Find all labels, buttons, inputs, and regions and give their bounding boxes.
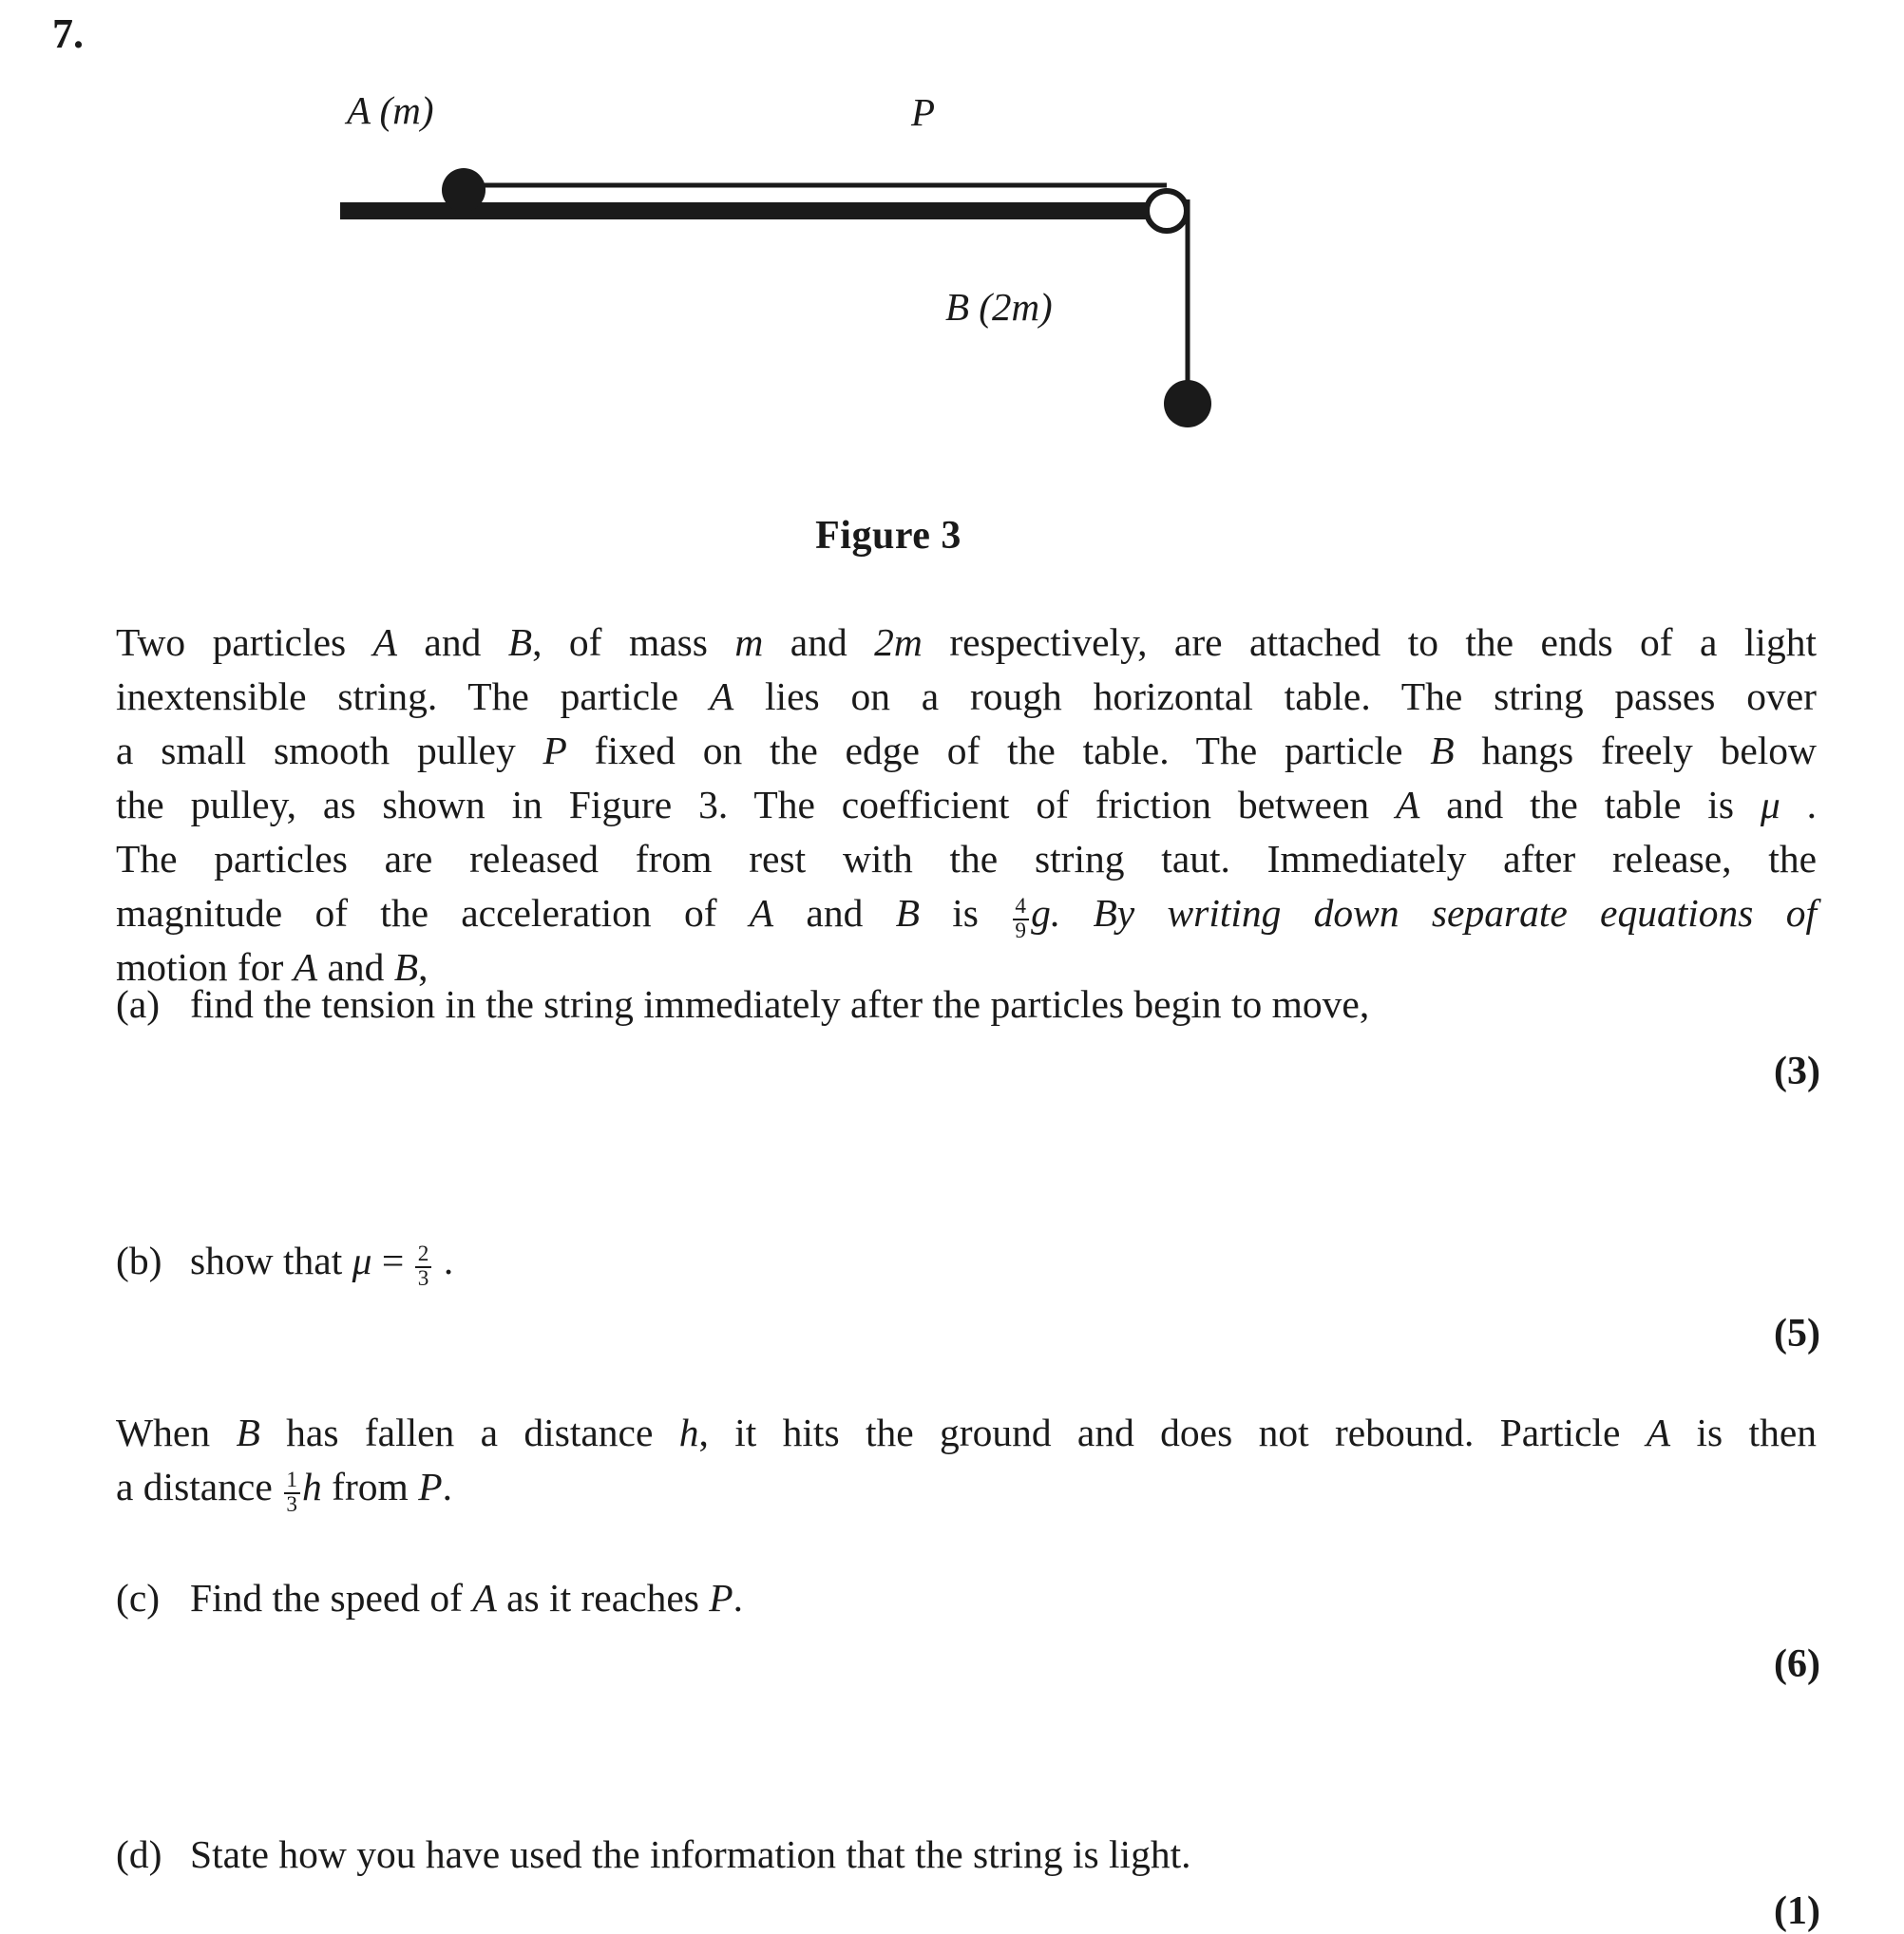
part-b-text bbox=[190, 1235, 1817, 1291]
part-d-marks: (1) bbox=[1774, 1889, 1820, 1933]
var-a: A bbox=[1396, 783, 1420, 826]
part-a-marks: (3) bbox=[1774, 1050, 1820, 1093]
mid-text: a distance bbox=[116, 1465, 283, 1508]
stem-text: magnitude of the acceleration of bbox=[116, 891, 750, 935]
stem-text: hangs freely below bbox=[1454, 729, 1817, 772]
stem-text: , bbox=[418, 945, 428, 990]
part-b bbox=[116, 1235, 1817, 1291]
mid-text: . bbox=[442, 1465, 452, 1508]
var-mu: μ bbox=[352, 1239, 372, 1282]
part-a-tag: (a) bbox=[116, 982, 161, 1026]
stem-text: and the table is bbox=[1419, 783, 1761, 826]
part-c-label: Find the speed of bbox=[190, 1576, 473, 1620]
mid-text: is then bbox=[1670, 1411, 1817, 1454]
var-a: A bbox=[749, 891, 774, 935]
part-b-label: show that bbox=[190, 1239, 352, 1282]
stem-text: lies on a rough horizontal table. The string passes over bbox=[733, 674, 1817, 718]
var-g-text: g. By writing down separate equations of bbox=[1031, 891, 1817, 935]
part-c-marks: (6) bbox=[1774, 1642, 1820, 1686]
var-b: B bbox=[1430, 729, 1455, 772]
stem-text: . bbox=[1780, 783, 1817, 826]
stem-text: the pulley, as shown in Figure 3. The coefficient of friction between bbox=[116, 783, 1397, 826]
stem-text: motion for bbox=[116, 945, 294, 990]
stem-text: is bbox=[919, 891, 1012, 935]
stem-line-3 bbox=[116, 724, 1817, 778]
stem-text: a small smooth pulley bbox=[116, 729, 543, 772]
part-a bbox=[116, 978, 1817, 1031]
stem-line-5 bbox=[116, 832, 1817, 886]
var-p: P bbox=[418, 1465, 443, 1508]
equals-sign: = bbox=[371, 1239, 414, 1282]
part-b-marks: (5) bbox=[1774, 1312, 1820, 1356]
stem-text: and bbox=[763, 620, 875, 664]
var-m: m bbox=[734, 620, 764, 664]
question-number: 7. bbox=[52, 10, 84, 57]
fraction-numerator: 1 bbox=[286, 1467, 297, 1492]
var-h: h bbox=[302, 1465, 322, 1508]
stem-line-1 bbox=[116, 616, 1817, 670]
stem-text: fixed on the edge of the table. The particle bbox=[566, 729, 1431, 772]
stem-text: respectively, are attached to the ends of a light bbox=[922, 620, 1817, 664]
part-c bbox=[116, 1572, 1817, 1624]
middle-line-2 bbox=[116, 1460, 1817, 1517]
part-d-text: State how you have used the information that the string is light. bbox=[190, 1832, 1191, 1876]
figure-caption: Figure 3 bbox=[815, 514, 962, 558]
var-b: B bbox=[236, 1411, 260, 1454]
particle-b-dot bbox=[1164, 380, 1211, 427]
var-a: A bbox=[372, 620, 397, 664]
part-a-text: find the tension in the string immediately after the particles begin to move, bbox=[190, 982, 1370, 1026]
part-c-tag: (c) bbox=[116, 1576, 161, 1620]
fraction-denominator: 3 bbox=[415, 1266, 431, 1291]
var-b: B bbox=[393, 945, 419, 990]
stem-text: , of mass bbox=[532, 620, 735, 664]
fraction-numerator: 2 bbox=[417, 1241, 429, 1266]
stem-text: and bbox=[317, 945, 394, 990]
var-b: B bbox=[507, 620, 533, 664]
fraction-denominator: 9 bbox=[1013, 919, 1029, 943]
particle-a-dot bbox=[442, 168, 486, 212]
figure-svg bbox=[0, 66, 1904, 465]
var-b: B bbox=[895, 891, 920, 935]
stem-text: The particles are released from rest with the string taut. Immediately after release, the bbox=[116, 837, 1817, 881]
part-d bbox=[116, 1829, 1817, 1881]
fraction-denominator: 3 bbox=[284, 1492, 300, 1517]
var-a: A bbox=[1646, 1411, 1671, 1454]
part-c-period: . bbox=[733, 1576, 743, 1620]
var-mu: μ bbox=[1760, 783, 1780, 826]
figure-label-particle-b: B (2m) bbox=[945, 285, 1053, 329]
figure-label-particle-a: A (m) bbox=[347, 88, 434, 132]
stem-text: and bbox=[396, 620, 508, 664]
var-a: A bbox=[472, 1576, 497, 1620]
fraction-two-thirds bbox=[415, 1243, 431, 1290]
var-a: A bbox=[709, 674, 734, 718]
question-stem-text bbox=[116, 616, 1817, 995]
var-p: P bbox=[543, 729, 567, 772]
part-c-label: as it reaches bbox=[496, 1576, 710, 1620]
fraction-numerator: 4 bbox=[1015, 893, 1026, 919]
part-c-text bbox=[190, 1572, 1817, 1624]
part-d-tag: (d) bbox=[116, 1832, 162, 1876]
var-2m: 2m bbox=[874, 620, 923, 664]
pulley-circle bbox=[1147, 191, 1187, 231]
mid-text: has fallen a distance bbox=[259, 1411, 679, 1454]
var-p: P bbox=[709, 1576, 733, 1620]
mid-text: , it hits the ground and does not rebound. Particle bbox=[698, 1411, 1647, 1454]
fraction-four-ninths bbox=[1013, 893, 1029, 943]
part-b-tag: (b) bbox=[116, 1239, 162, 1282]
part-b-period: . bbox=[433, 1239, 454, 1282]
figure-3-diagram bbox=[0, 66, 1904, 465]
stem-line-2 bbox=[116, 670, 1817, 724]
var-a: A bbox=[293, 945, 318, 990]
figure-label-pulley: P bbox=[911, 90, 936, 134]
middle-paragraph bbox=[116, 1406, 1817, 1517]
var-h: h bbox=[678, 1411, 699, 1454]
stem-text: inextensible string. The particle bbox=[116, 674, 710, 718]
mid-text: When bbox=[116, 1411, 237, 1454]
stem-line-4 bbox=[116, 778, 1817, 832]
fraction-one-third bbox=[284, 1469, 300, 1516]
stem-text: Two particles bbox=[116, 620, 373, 664]
stem-line-6 bbox=[116, 886, 1817, 943]
mid-text: from bbox=[321, 1465, 419, 1508]
stem-text: and bbox=[773, 891, 896, 935]
middle-line-1 bbox=[116, 1406, 1817, 1460]
